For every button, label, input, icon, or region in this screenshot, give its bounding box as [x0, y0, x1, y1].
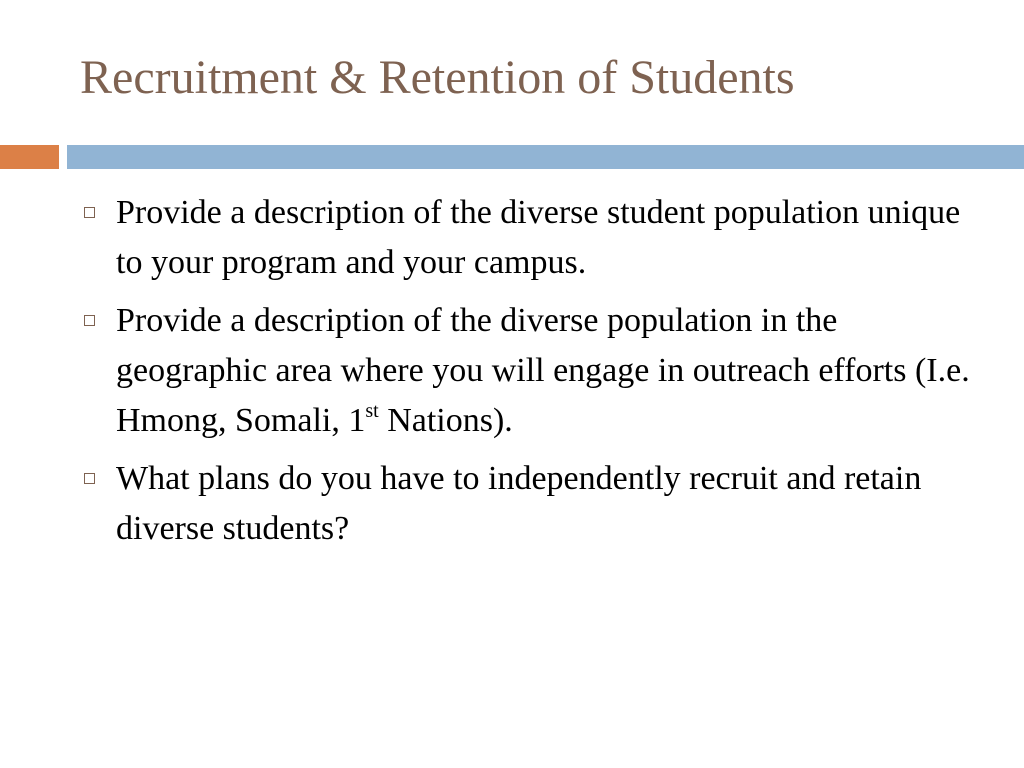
bullet-list: [84, 188, 984, 562]
bullet-text: What plans do you have to independently recruit and retain diverse students?: [116, 460, 922, 547]
title-rule-accent: [0, 145, 59, 169]
square-bullet-icon: [84, 315, 95, 326]
bullet-text: [116, 302, 970, 439]
square-bullet-icon: [84, 207, 95, 218]
bullet-text-part: Nations).: [378, 402, 513, 439]
ordinal-superscript: st: [365, 400, 379, 422]
bullet-item: [84, 454, 984, 554]
bullet-text-part: Provide a description of the diverse population in the geographic area where you will engage in outreach efforts (I.e. Hmong, Somali, 1: [116, 302, 970, 439]
bullet-text: Provide a description of the diverse student population unique to your program and your campus.: [116, 194, 961, 281]
bullet-item: [84, 296, 984, 446]
slide-title: Recruitment & Retention of Students: [80, 51, 795, 104]
bullet-item: [84, 188, 984, 288]
square-bullet-icon: [84, 473, 95, 484]
title-rule: [67, 145, 1024, 169]
